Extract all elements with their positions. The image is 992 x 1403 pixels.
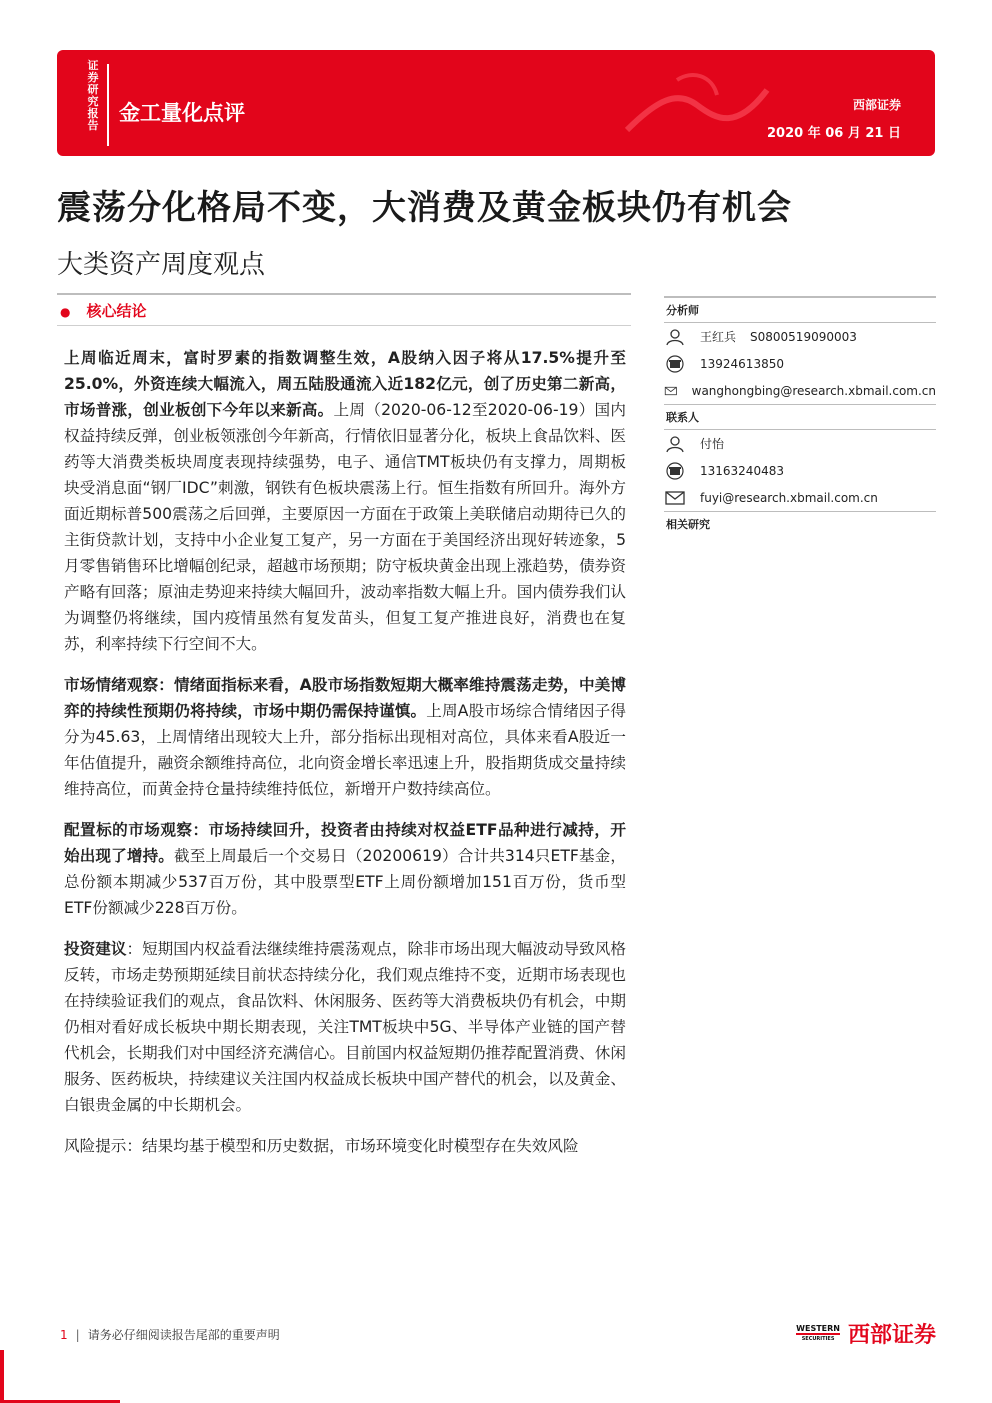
phone-icon — [664, 462, 686, 480]
contact-heading: 联系人 — [664, 405, 936, 430]
logo-english — [796, 1324, 840, 1344]
email-icon — [664, 382, 678, 400]
analyst-name-row — [664, 323, 936, 350]
report-date: 2020 年 06 月 21 日 — [767, 126, 901, 141]
logo-english-line1: WESTERN — [796, 1323, 840, 1333]
section-bottom-rule — [57, 325, 631, 326]
analyst-name: 王红兵 — [700, 330, 737, 344]
section-top-rule — [57, 293, 631, 295]
paragraph-bold: 投资建议 — [64, 940, 127, 958]
contact-email-row — [664, 484, 936, 512]
logo-english-line2: SECURITIES — [801, 1335, 835, 1342]
analyst-heading: 分析师 — [664, 298, 936, 323]
contact-phone-row — [664, 457, 936, 484]
paragraph-sentiment — [64, 672, 626, 802]
risk-warning: 风险提示：结果均基于模型和历史数据，市场环境变化时模型存在失效风险 — [64, 1137, 579, 1155]
logo-chinese: 西部证券 — [847, 1323, 936, 1348]
paragraph-market-summary — [64, 345, 626, 657]
email-icon — [664, 489, 686, 507]
report-type-label: 证券研究报告 — [87, 59, 99, 132]
person-icon — [664, 435, 686, 453]
paragraph-risk — [64, 1133, 626, 1159]
related-research-heading: 相关研究 — [666, 518, 710, 531]
contact-phone: 13163240483 — [700, 463, 784, 478]
analyst-phone-row — [664, 350, 936, 377]
paragraph-text: 上周A股市场综合情绪因子得分为45.63，上周情绪出现较大上升，部分指标出现相对高位，具体来看A股近一年估值提升，融资余额维持高位，北向资金增长率迅速上升，股指期货成交量持续维持高位，而黄金持仓量持续维持低位，新增开户数持续高位。 — [64, 702, 626, 798]
report-body — [64, 345, 626, 1174]
footer-separator: | — [75, 1328, 80, 1342]
footer-notice — [60, 1326, 280, 1343]
sidebar — [664, 296, 936, 536]
footer-accent-line — [0, 1350, 4, 1403]
banner-divider — [107, 64, 109, 146]
paragraph-text: ：短期国内权益看法继续维持震荡观点，除非市场出现大幅波动导致风格反转，市场走势预期延续目前状态持续分化，我们观点维持不变，近期市场表现也在持续验证我们的观点，食品饮料、休闲服务、医药等大消费板块仍有机会，中期仍相对看好成长板块中期长期表现，关注TMT板块中5G、半导体产业链的国产替代机会，长期我们对中国经济充满信心。目前国内权益短期仍推荐配置消费、休闲服务、医药板块，持续建议关注国内权益成长板块中国产替代的机会，以及黄金、白银贵金属的中长期机会。 — [64, 940, 626, 1114]
contact-email[interactable]: fuyi@research.xbmail.com.cn — [700, 490, 878, 505]
brand-name: 西部证券 — [852, 98, 901, 112]
page-number: 1 — [60, 1328, 68, 1342]
paragraph-bold: 上周临近周末，富时罗素的指数调整生效，A股纳入因子将从17.5%提升至25.0%，外资连续大幅流入，周五陆股通流入近182亿元，创了历史第二新高，市场普涨，创业板创下今年以来新高。 — [64, 349, 626, 419]
analyst-email-row — [664, 377, 936, 405]
contact-name-row — [664, 430, 936, 457]
report-series: 金工量化点评 — [119, 101, 245, 125]
page-title: 震荡分化格局不变，大消费及黄金板块仍有机会 — [57, 188, 792, 228]
disclaimer-notice: 请务必仔细阅读报告尾部的重要声明 — [87, 1328, 280, 1342]
paragraph-bold: 市场情绪观察：情绪面指标来看，A股市场指数短期大概率维持震荡走势，中美博弈的持续性预期仍将持续，市场中期仍需保持谨慎。 — [64, 676, 626, 720]
analyst-phone: 13924613850 — [700, 356, 784, 371]
bullet-icon: ● — [60, 305, 71, 319]
phone-icon — [664, 355, 686, 373]
paragraph-text: 截至上周最后一个交易日（20200619）合计共314只ETF基金，总份额本期减少537百万份，其中股票型ETF上周份额增加151百万份，货币型ETF份额减少228百万份。 — [64, 847, 626, 917]
paragraph-text: 上周（2020-06-12至2020-06-19）国内权益持续反弹，创业板领涨创今年新高，行情依旧显著分化，板块上食品饮料、医药等大消费类板块周度表现持续强势，电子、通信TMT板块仍有支撑力，周期板块受消息面“钢厂IDC”刺激，钢铁有色板块震荡上行。恒生指数有所回升。海外方面近期标普500震荡之后回弹，主要原因一方面在于政策上美联储启动期待已久的主街贷款计划，支持中小企业复工复产，另一方面在于美国经济出现好转迹象，5月零售销售环比增幅创纪录，超越市场预期；防守板块黄金出现上涨趋势，债券资产略有回落；原油走势迎来持续大幅回升，波动率指数大幅上升。国内债券我们认为调整仍将继续，国内疫情虽然有复发苗头，但复工复产推进良好，消费也在复苏，利率持续下行空间不大。 — [64, 401, 626, 653]
analyst-certificate: S0800519090003 — [750, 329, 857, 344]
paragraph-allocation — [64, 817, 626, 921]
person-icon — [664, 328, 686, 346]
analyst-email[interactable]: wanghongbing@research.xbmail.com.cn — [691, 383, 936, 398]
paragraph-advice — [64, 936, 626, 1118]
contact-name: 付怡 — [700, 437, 725, 451]
paragraph-bold: 配置标的市场观察：市场持续回升，投资者由持续对权益ETF品种进行减持，开始出现了增持。 — [64, 821, 626, 865]
page-subtitle: 大类资产周度观点 — [57, 250, 266, 280]
header-banner — [57, 50, 935, 156]
core-conclusion-heading — [60, 300, 147, 321]
footer-logo — [796, 1318, 936, 1349]
core-conclusion-label: 核心结论 — [86, 302, 147, 320]
